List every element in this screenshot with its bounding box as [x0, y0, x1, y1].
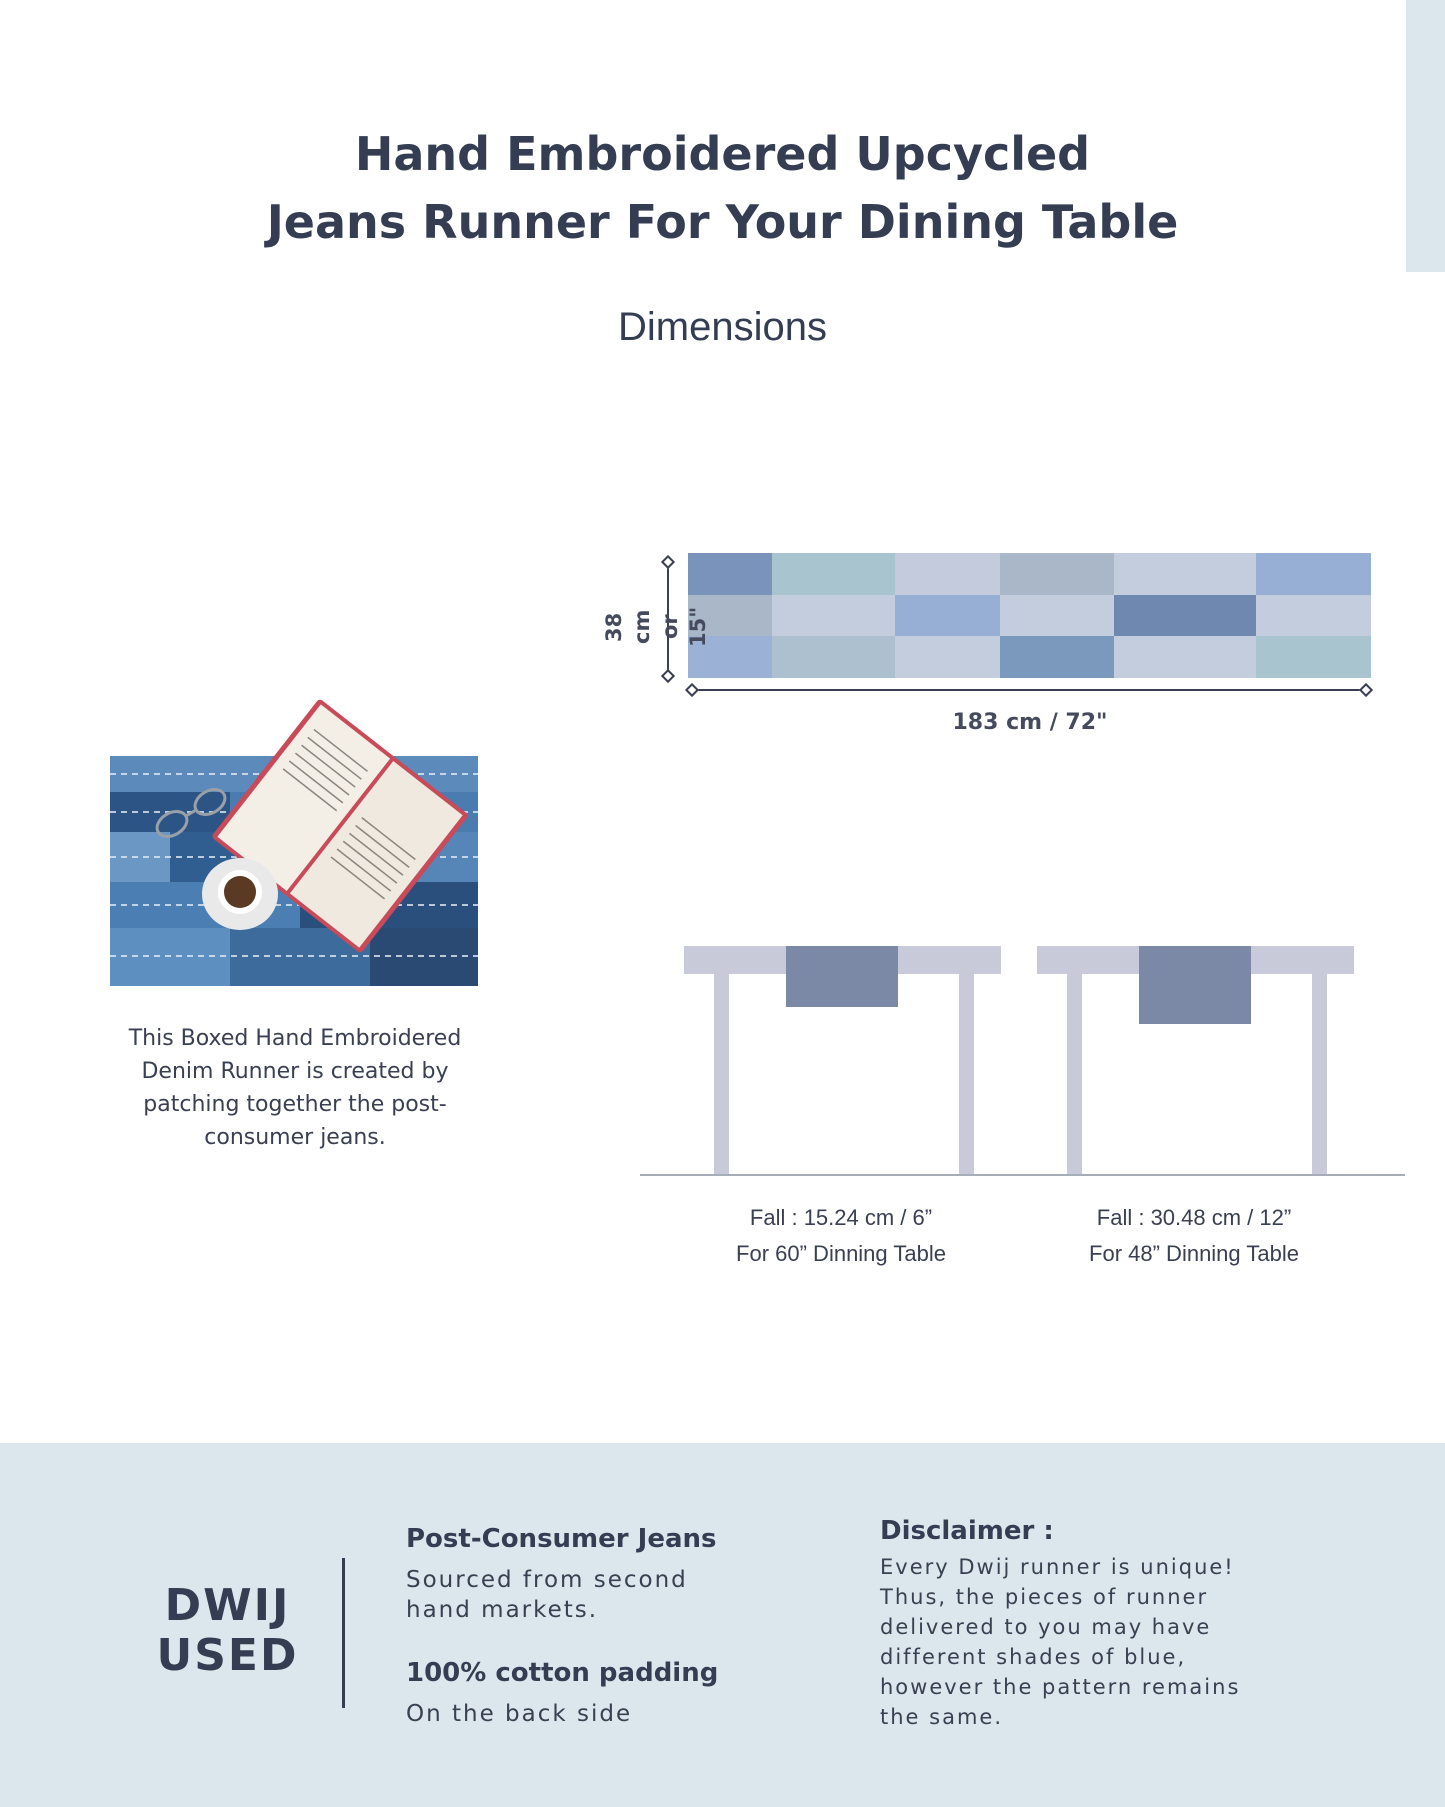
- runner-pattern-diagram: [688, 553, 1371, 678]
- footer-divider: [342, 1558, 345, 1708]
- height-dimension-label: [600, 592, 710, 662]
- runner-tile: [1256, 636, 1371, 678]
- table-1-size-label: For 60” Dinning Table: [736, 1241, 946, 1266]
- dimensions-heading: Dimensions: [618, 305, 827, 349]
- table-2-size-label: For 48” Dinning Table: [1089, 1241, 1299, 1266]
- height-dimension-cap-top: [661, 555, 675, 569]
- table-2-runner-fall: [1139, 946, 1251, 1024]
- disclaimer-line: Every Dwij runner is unique!: [880, 1555, 1235, 1579]
- runner-tile: [772, 636, 895, 678]
- table-1-runner-fall: [786, 946, 898, 1007]
- runner-row: [688, 595, 1371, 637]
- runner-tile: [772, 553, 895, 595]
- disclaimer-line: however the pattern remains: [880, 1675, 1241, 1699]
- disclaimer-title: Disclaimer :: [880, 1516, 1054, 1546]
- table-2-fall-label: Fall : 30.48 cm / 12”: [1096, 1205, 1292, 1230]
- runner-tile: [772, 595, 895, 637]
- height-label-inch: or 15": [658, 606, 710, 648]
- feature-2-text: On the back side: [406, 1701, 633, 1727]
- runner-tile: [1000, 595, 1114, 637]
- brand-line-2: USED: [156, 1630, 299, 1681]
- table-2-leg-left: [1067, 974, 1082, 1174]
- runner-tile: [895, 595, 1000, 637]
- feature-1-text-line-2: hand markets.: [406, 1597, 599, 1623]
- height-dimension-cap-bottom: [661, 669, 675, 683]
- runner-tile: [1114, 636, 1256, 678]
- runner-photo: [110, 716, 478, 986]
- table-1-leg-left: [714, 974, 729, 1174]
- table-2-caption: [1034, 1200, 1354, 1272]
- width-dimension-label: 183 cm / 72": [952, 710, 1108, 735]
- feature-1-text-line-1: Sourced from second: [406, 1567, 688, 1593]
- disclaimer-line: different shades of blue,: [880, 1645, 1187, 1669]
- coffee-cup-image: [202, 858, 278, 930]
- runner-tile: [1114, 553, 1256, 595]
- runner-tile: [1256, 553, 1371, 595]
- disclaimer-line: Thus, the pieces of runner: [880, 1585, 1209, 1609]
- runner-tile: [688, 553, 772, 595]
- runner-row: [688, 553, 1371, 595]
- photo-caption: This Boxed Hand Embroidered Denim Runner is created by patching together the post-consumer jeans.: [128, 1026, 462, 1150]
- runner-tile: [1000, 553, 1114, 595]
- runner-tile: [1000, 636, 1114, 678]
- page-title-line-1: Hand Embroidered Upcycled: [354, 127, 1091, 181]
- runner-tile: [1114, 595, 1256, 637]
- disclaimer-line: the same.: [880, 1705, 1003, 1729]
- disclaimer-line: delivered to you may have: [880, 1615, 1212, 1639]
- table-1-leg-right: [959, 974, 974, 1174]
- feature-1-text: [406, 1565, 688, 1625]
- runner-tile: [1256, 595, 1371, 637]
- runner-tile: [895, 636, 1000, 678]
- brand-line-1: DWIJ: [164, 1580, 291, 1631]
- feature-1-title: Post-Consumer Jeans: [406, 1524, 717, 1554]
- disclaimer-text: [880, 1552, 1330, 1732]
- floor-line: [640, 1174, 1405, 1176]
- runner-tile: [895, 553, 1000, 595]
- height-label-cm: 38 cm: [602, 609, 654, 645]
- page-title: [0, 120, 1445, 256]
- table-1-caption: [681, 1200, 1001, 1272]
- table-1-fall-label: Fall : 15.24 cm / 6”: [749, 1205, 933, 1230]
- brand-logo: [150, 1581, 305, 1681]
- feature-2-title: 100% cotton padding: [406, 1658, 719, 1688]
- width-dimension-line: [692, 689, 1367, 691]
- table-2-leg-right: [1312, 974, 1327, 1174]
- page-title-line-2: Jeans Runner For Your Dining Table: [266, 195, 1179, 249]
- width-dimension-cap-right: [1359, 683, 1373, 697]
- width-dimension-cap-left: [685, 683, 699, 697]
- runner-row: [688, 636, 1371, 678]
